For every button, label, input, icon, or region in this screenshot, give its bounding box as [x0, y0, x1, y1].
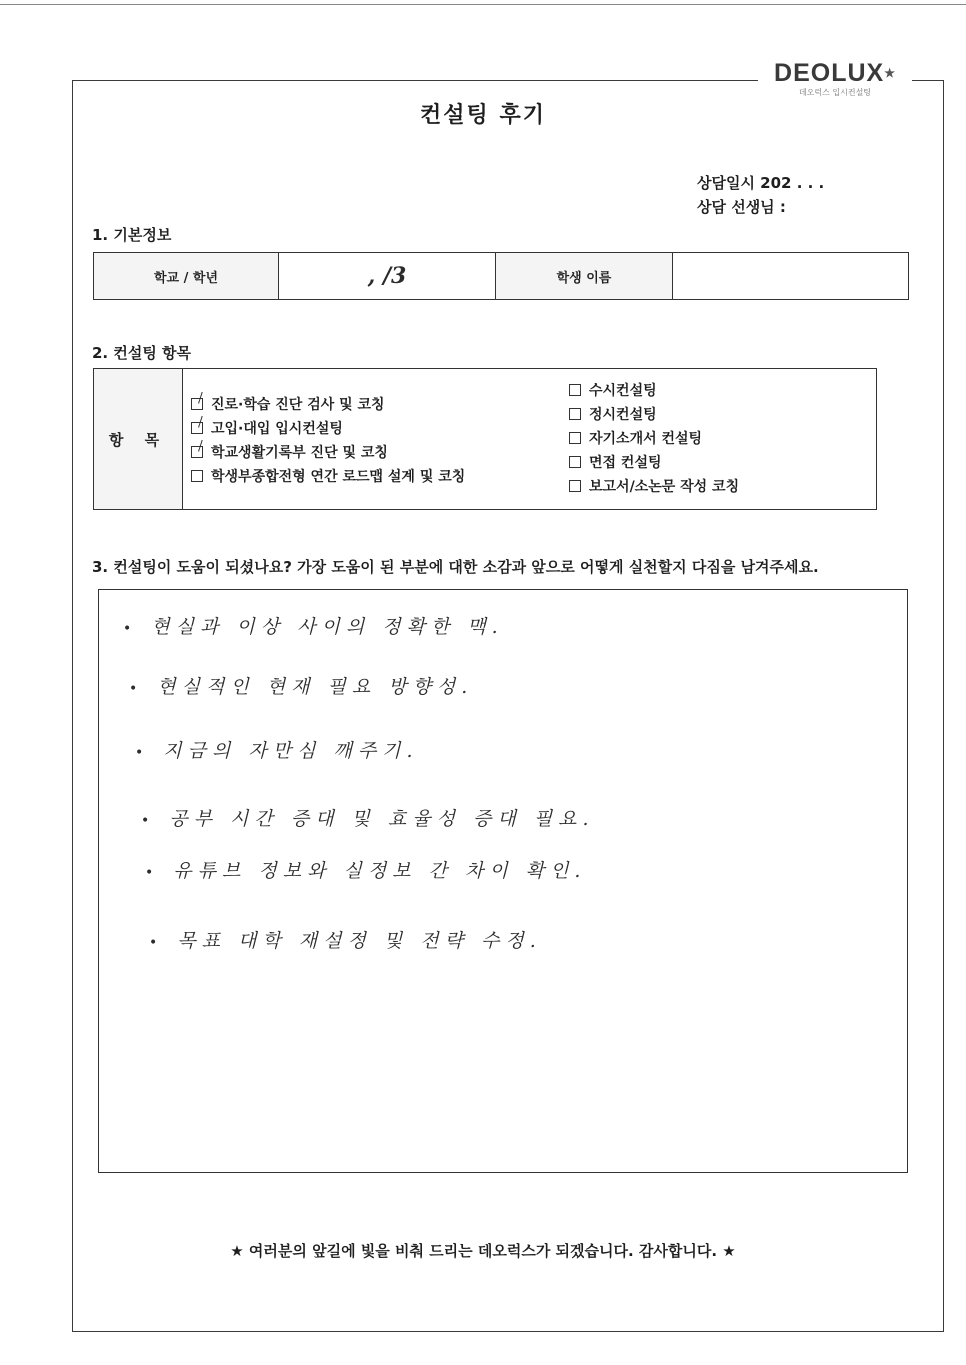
- feedback-answer-box[interactable]: [98, 589, 908, 1173]
- bullet-icon: •: [123, 621, 138, 637]
- checkbox-checked-icon[interactable]: [191, 446, 203, 458]
- checkbox-icon[interactable]: [569, 384, 581, 396]
- student-name-value[interactable]: [673, 253, 909, 300]
- brand-subtitle: 데오럭스 입시컨설팅: [798, 88, 872, 97]
- checkbox-icon[interactable]: [191, 470, 203, 482]
- list-item: • 공부 시간 증대 및 효율성 증대 필요.: [141, 808, 595, 830]
- list-item: • 지금의 자만심 깨주기.: [135, 740, 419, 762]
- list-item[interactable]: 정시컨설팅: [569, 403, 739, 427]
- checkbox-checked-icon[interactable]: [191, 398, 203, 410]
- list-item: • 목표 대학 재설정 및 전략 수정.: [149, 930, 542, 952]
- checkbox-icon[interactable]: [569, 456, 581, 468]
- checkbox-checked-icon[interactable]: [191, 422, 203, 434]
- checkbox-icon[interactable]: [569, 408, 581, 420]
- bullet-icon: •: [141, 813, 156, 829]
- scan-edge-line: [0, 4, 966, 5]
- list-item: • 유튜브 정보와 실정보 간 차이 확인.: [145, 860, 587, 882]
- checkbox-icon[interactable]: [569, 432, 581, 444]
- school-grade-label: 학교 / 학년: [94, 253, 279, 300]
- list-item: • 현실적인 현재 필요 방향성.: [129, 676, 474, 698]
- items-head-label: 항 목: [94, 369, 183, 509]
- list-item[interactable]: 학교생활기록부 진단 및 코칭: [191, 441, 465, 465]
- bullet-icon: •: [129, 681, 144, 697]
- items-right-list: [569, 379, 739, 499]
- list-item[interactable]: 고입·대입 입시컨설팅: [191, 417, 465, 441]
- list-item[interactable]: 자기소개서 컨설팅: [569, 427, 739, 451]
- list-item[interactable]: 보고서/소논문 작성 코칭: [569, 475, 739, 499]
- school-grade-value[interactable]: , /3: [279, 253, 496, 300]
- checkbox-icon[interactable]: [569, 480, 581, 492]
- star-icon: ★: [884, 66, 896, 80]
- feedback-question: 3. 컨설팅이 도움이 되셨나요? 가장 도움이 된 부분에 대한 소감과 앞으로 어떻게 실천할지 다짐을 남겨주세요.: [92, 558, 819, 576]
- list-item[interactable]: 진로·학습 진단 검사 및 코칭: [191, 393, 465, 417]
- footer-message: ★ 여러분의 앞길에 빛을 비춰 드리는 데오럭스가 되겠습니다. 감사합니다. ★: [230, 1242, 736, 1260]
- items-left-list: [191, 393, 465, 489]
- list-item[interactable]: 면접 컨설팅: [569, 451, 739, 475]
- bullet-icon: •: [145, 865, 160, 881]
- section-consulting-items-title: 2. 컨설팅 항목: [92, 344, 192, 362]
- student-name-label: 학생 이름: [496, 253, 673, 300]
- brand-name: DEOLUX: [774, 59, 885, 87]
- basic-info-table: [93, 252, 909, 300]
- list-item[interactable]: 학생부종합전형 연간 로드맵 설계 및 코칭: [191, 465, 465, 489]
- page-title: 컨설팅 후기: [420, 103, 546, 128]
- brand-logo: [758, 58, 912, 102]
- list-item: • 현실과 이상 사이의 정확한 맥.: [123, 616, 504, 638]
- section-basic-info-title: 1. 기본정보: [92, 226, 172, 244]
- bullet-icon: •: [135, 745, 150, 761]
- consult-teacher-label: 상담 선생님 :: [697, 198, 786, 216]
- consulting-items-table: [93, 368, 877, 510]
- list-item[interactable]: 수시컨설팅: [569, 379, 739, 403]
- bullet-icon: •: [149, 935, 164, 951]
- consult-date-label: 상담일시 202 . . .: [697, 174, 825, 192]
